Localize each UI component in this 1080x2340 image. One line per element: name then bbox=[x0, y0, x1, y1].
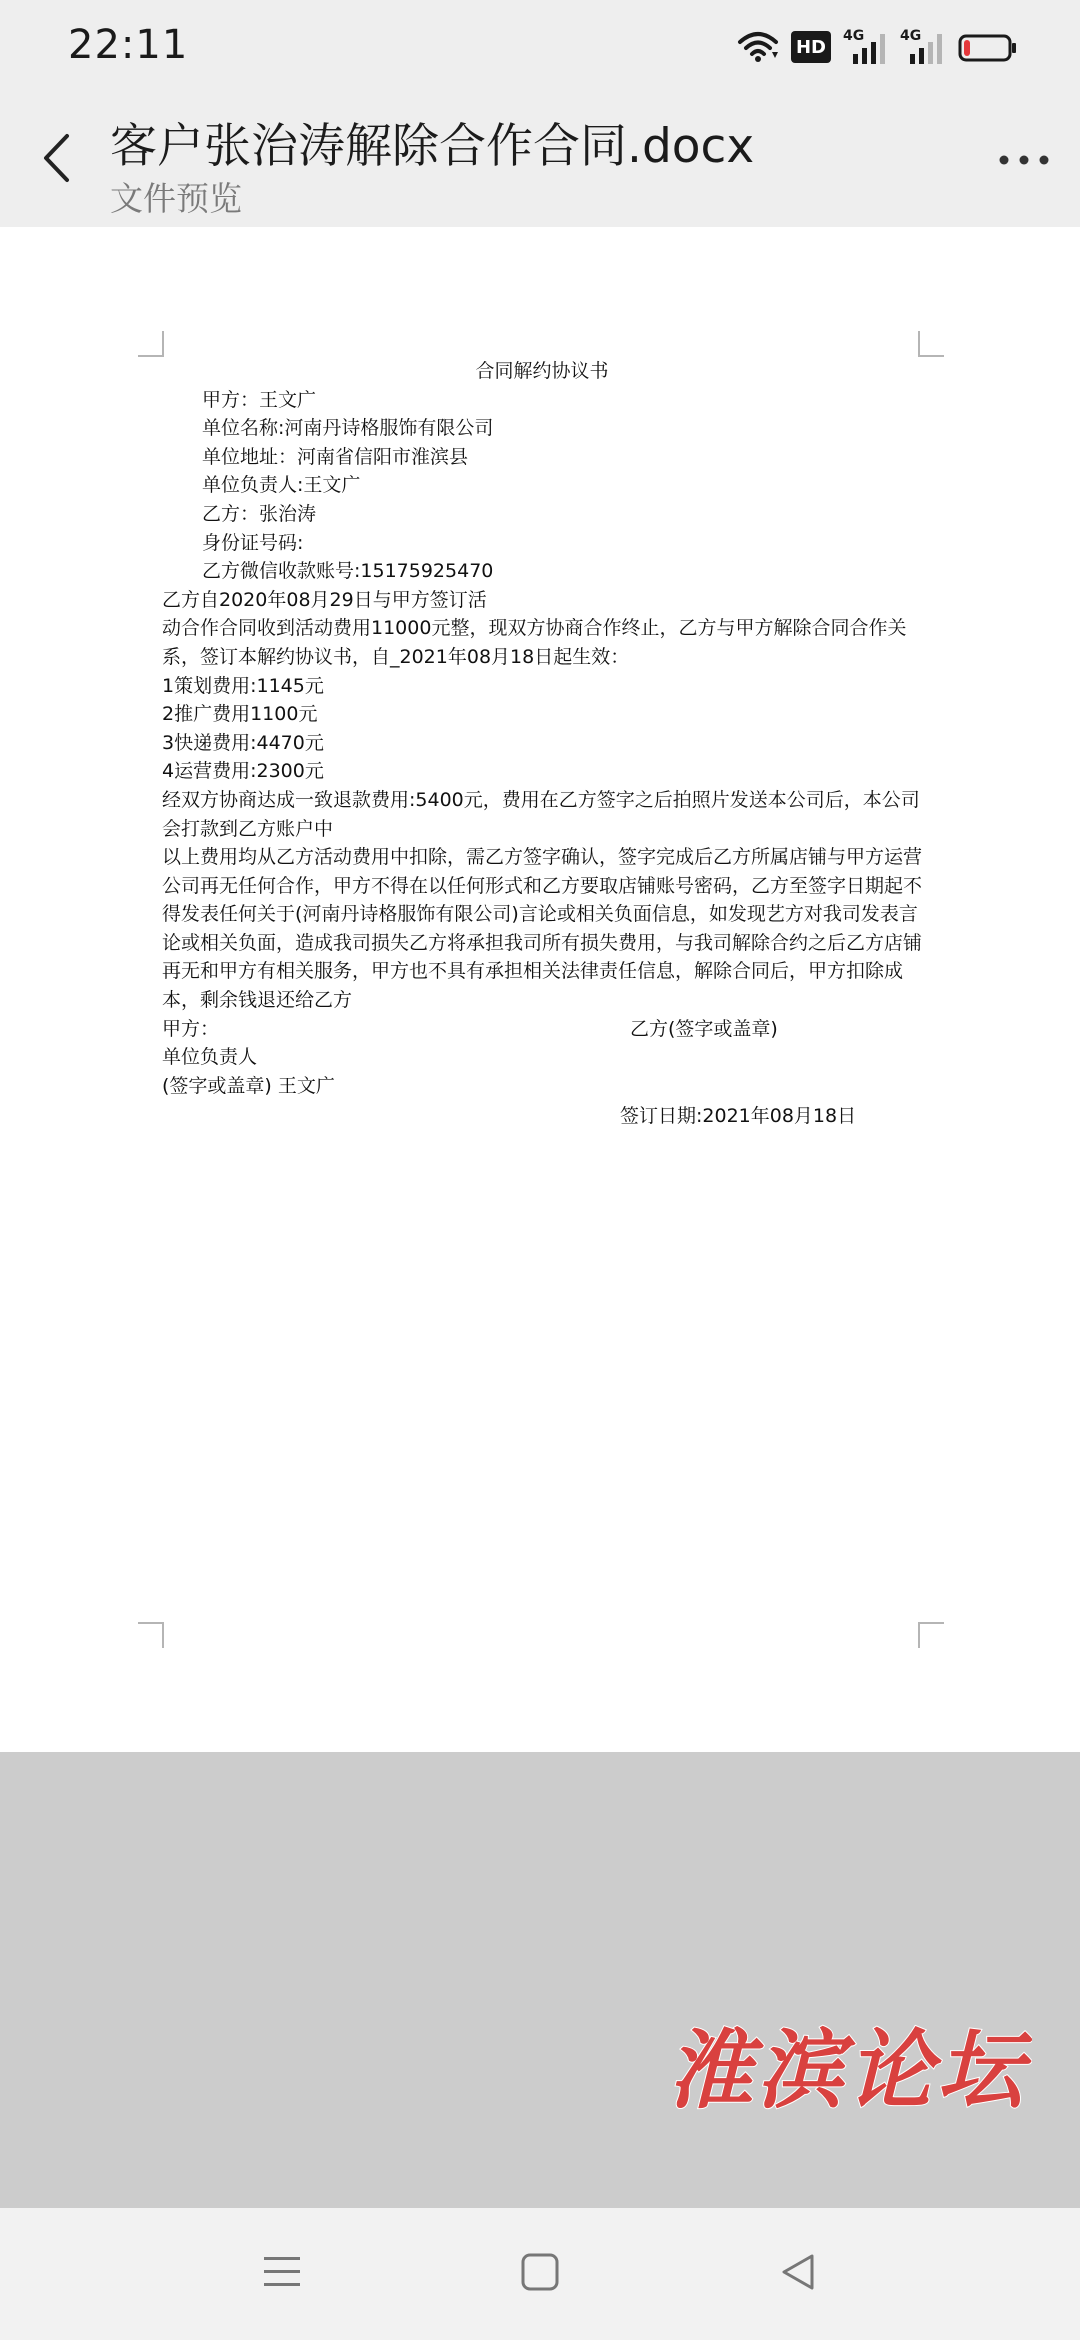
crop-mark bbox=[138, 331, 164, 357]
fee-item: 2推广费用1100元 bbox=[162, 703, 318, 726]
signal-icon bbox=[900, 28, 948, 68]
crop-mark bbox=[138, 1622, 164, 1648]
home-button[interactable] bbox=[510, 2244, 570, 2304]
sign-date: 签订日期:2021年08月18日 bbox=[620, 1105, 857, 1128]
more-options-button[interactable] bbox=[988, 135, 1060, 185]
fee-item: 3快递费用:4470元 bbox=[162, 731, 324, 754]
refund-paragraph: 经双方协商达成一致退款费用:5400元，费用在乙方签字之后拍照片发送本公司后，本公司会打款到乙方账户中 bbox=[162, 788, 920, 840]
intro-paragraph: 动合作合同收到活动费用11000元整，现双方协商合作终止，乙方与甲方解除合同合作关系，签订本解约协议书，自_2021年08月18日起生效： bbox=[162, 617, 907, 668]
wifi-icon bbox=[736, 30, 780, 68]
menu-icon bbox=[262, 2254, 302, 2294]
network-type-label: 4G bbox=[900, 28, 922, 44]
crop-mark bbox=[918, 1622, 944, 1648]
document-subtitle: 文件预览 bbox=[110, 179, 242, 218]
sign-party-b: 乙方(签字或盖章) bbox=[630, 1017, 778, 1040]
document-heading: 合同解约协议书 bbox=[475, 360, 609, 382]
chevron-left-icon bbox=[41, 133, 71, 187]
document-page[interactable] bbox=[0, 227, 1080, 1752]
svg-text:淮滨论坛: 淮滨论坛 bbox=[667, 2020, 1027, 2120]
intro-paragraph-line: 乙方自2020年08月29日与甲方签订活 bbox=[162, 588, 487, 611]
terms-paragraph: 以上费用均从乙方活动费用中扣除，需乙方签字确认，签字完成后乙方所属店铺与甲方运营公司再无任何合作，甲方不得在以任何形式和乙方要取店铺账号密码，乙方至签字日期起不得发表任何关于(河南丹诗格服饰有限公司)言论或相关负面信息，如发现艺方对我司发表言论或相关负面，造成我司损失乙方将承担我司所有损失费用，与我司解除合约之后乙方店铺再无和甲方有相关服务，甲方也不具有承担相关法律责任信息，解除合同后，甲方扣除成本，剩余钱退还给乙方 bbox=[162, 846, 923, 1012]
sign-leader-line: (签字或盖章) 王文广 bbox=[162, 1074, 335, 1097]
system-nav-bar bbox=[0, 2208, 1080, 2340]
status-time: 22:11 bbox=[68, 22, 189, 68]
status-bar bbox=[0, 0, 1080, 95]
signature-row bbox=[162, 1015, 922, 1044]
home-square-icon bbox=[520, 2252, 560, 2296]
party-a-line: 甲方：王文广 bbox=[202, 388, 317, 411]
signal-icon bbox=[843, 28, 891, 68]
network-type-label: 4G bbox=[843, 28, 865, 44]
hd-voice-icon bbox=[791, 31, 831, 63]
wechat-account-line: 乙方微信收款账号:15175925470 bbox=[202, 560, 494, 583]
fee-item: 4运营费用:2300元 bbox=[162, 760, 324, 783]
battery-icon bbox=[958, 34, 1018, 66]
back-triangle-icon bbox=[778, 2252, 818, 2296]
id-number-line: 身份证号码: bbox=[202, 531, 304, 554]
company-address-line: 单位地址：河南省信阳市淮滨县 bbox=[202, 445, 469, 468]
crop-mark bbox=[918, 331, 944, 357]
recent-apps-button[interactable] bbox=[252, 2244, 312, 2304]
more-horizontal-icon bbox=[998, 151, 1050, 170]
fee-item: 1策划费用:1145元 bbox=[162, 674, 324, 697]
company-leader-line: 单位负责人:王文广 bbox=[202, 474, 361, 497]
sign-leader-label: 单位负责人 bbox=[162, 1046, 258, 1069]
document-title: 客户张治涛解除合作合同.docx bbox=[110, 119, 755, 174]
sign-party-a: 甲方： bbox=[162, 1017, 220, 1040]
hd-badge-label: HD bbox=[795, 36, 826, 58]
app-bar bbox=[0, 95, 1080, 227]
party-b-line: 乙方：张治涛 bbox=[202, 502, 317, 525]
document-body bbox=[162, 357, 922, 1131]
watermark-logo bbox=[662, 2012, 1032, 2120]
system-back-button[interactable] bbox=[768, 2244, 828, 2304]
company-name-line: 单位名称:河南丹诗格服饰有限公司 bbox=[202, 417, 494, 440]
back-button[interactable] bbox=[28, 125, 84, 195]
